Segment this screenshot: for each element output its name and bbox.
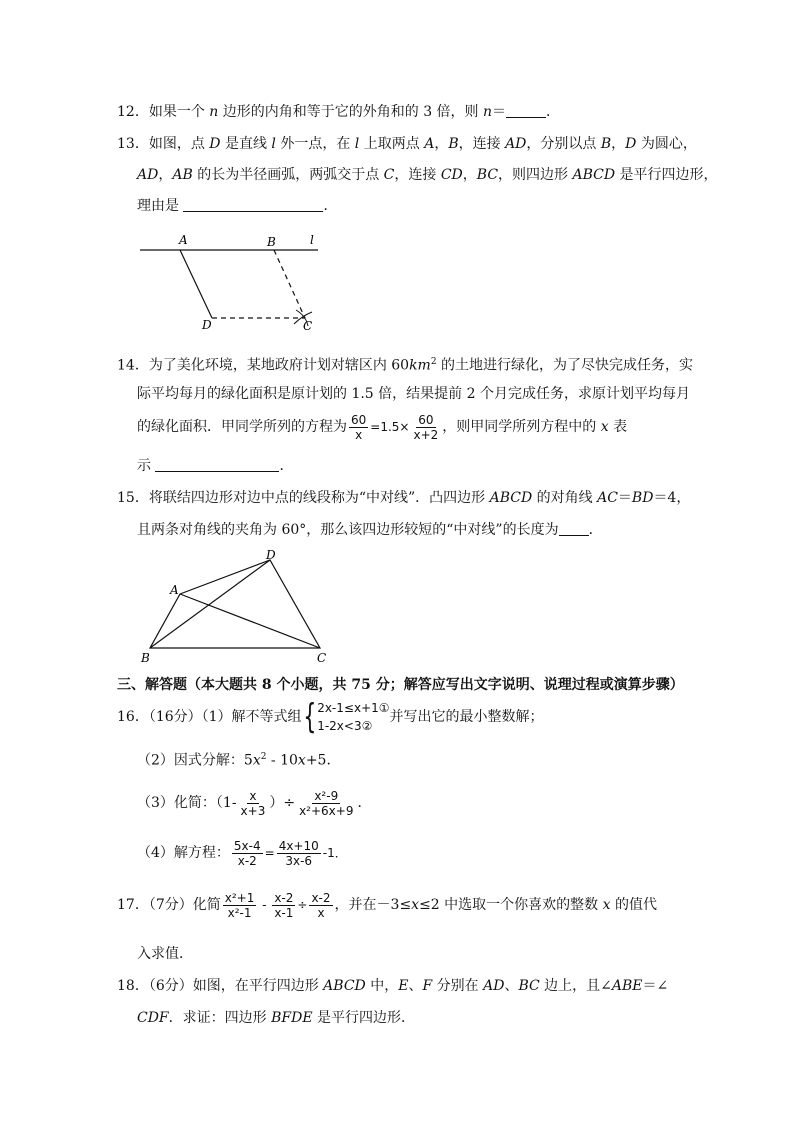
question-16-part-1: 16．（16分）（1）解不等式组{ 2x-1≤x+1① 1-2x<3② 并写出它的最小整数解；: [117, 697, 544, 737]
diagonal-BD: [150, 560, 270, 648]
question-15-line-2: 且两条对角线的夹角为 60°，那么该四边形较短的“中对线”的长度为 ．: [137, 522, 603, 538]
label-C: C: [317, 651, 327, 665]
question-13-line-2: AD，AB 的长为半径画弧，两弧交于点 C，连接 CD，BC，则四边形 ABCD 是平行四边形，: [137, 167, 718, 183]
question-16-part-4: （4）解方程： $\frac{5x-4}{x-2}$ = $\frac{4x+10}{3x-6}$ -1．: [137, 838, 347, 868]
question-18-line-2: CDF．求证：四边形 BFDE 是平行四边形．: [137, 1010, 416, 1026]
question-16-part-3: （3）化简：（1- $\frac{x}{x+3}$ ）÷ $\frac{\text{x²-9}}{\text{x²+6x+9}}$ ．: [137, 788, 372, 818]
label-D: D: [202, 318, 212, 332]
inequality-system: 2x-1≤x+1① 1-2x<3②: [317, 701, 390, 733]
question-14-line-2: 际平均每月的绿化面积是原计划的 1.5 倍，结果提前 2 个月完成任务，求原计划平均每月: [137, 386, 690, 402]
answer-blank[interactable]: [559, 521, 589, 536]
figure-quadrilateral: [136, 546, 336, 668]
label-C: C: [303, 319, 313, 333]
label-l: l: [310, 233, 314, 247]
segment-AD: [180, 250, 212, 318]
label-A: A: [170, 583, 179, 597]
diagonal-AC: [180, 594, 320, 648]
section-title: 三、解答题（本大题共 8 个小题，共 75 分；解答应写出文字说明、说理过程或演算步骤）: [117, 677, 684, 693]
question-18-line-1: 18．（6分）如图，在平行四边形 ABCD 中，E、F 分别在 AD、BC 边上，且∠ABE＝∠: [117, 978, 669, 994]
question-14-line-1: 14．为了美化环境，某地政府计划对辖区内 $60km^2$ 的土地进行绿化，为了尽快完成任务，实: [117, 357, 694, 374]
segment-BC: [274, 250, 305, 318]
quadrilateral-ABCD: [150, 560, 320, 648]
label-D: D: [266, 548, 276, 562]
figure-parallelogram-construction: [136, 228, 336, 338]
fraction-60-over-x: $\frac{60}{x}$: [351, 412, 367, 442]
answer-blank[interactable]: [506, 103, 546, 118]
brace-icon: {: [302, 697, 316, 737]
question-17-line-2: 入求值．: [137, 946, 193, 962]
fraction-60-over-x-plus-2: $\frac{60}{x+2}$: [413, 412, 439, 442]
answer-blank[interactable]: [183, 197, 323, 212]
label-A: A: [179, 233, 188, 247]
question-17-line-1: 17．（7分）化简 $\frac{\text{x²+1}}{\text{x²-1}}$ - $\frac{x-2}{x-1}$ ÷ $\frac{x-2}{x}$ ，并在－3≤x≤2 中选取一个你喜欢的整数 x 的值代: [117, 890, 657, 920]
label-B: B: [267, 235, 276, 249]
question-13-line-3: 理由是 ．: [137, 198, 338, 214]
question-14-line-3: 的绿化面积．甲同学所列的方程为 $\frac{60}{x}$ =1.5× $\frac{60}{x+2}$ ，则甲同学所列方程中的 x 表: [137, 412, 628, 442]
question-15-line-1: 15．将联结四边形对边中点的线段称为“中对线”．凸四边形 ABCD 的对角线 AC＝BD＝4，: [117, 490, 691, 506]
question-13-line-1: 13．如图，点 D 是直线 l 外一点，在 l 上取两点 A，B，连接 AD，分别以点 B，D 为圆心，: [117, 136, 697, 152]
question-12: 12．如果一个 n 边形的内角和等于它的外角和的 3 倍，则 n＝ ．: [117, 104, 561, 120]
question-16-part-2: （2）因式分解：$5x^2 - 10x+5$．: [137, 752, 341, 769]
answer-blank[interactable]: [155, 457, 279, 472]
question-14-line-4: 示 ．: [137, 458, 294, 474]
label-B: B: [141, 651, 150, 665]
